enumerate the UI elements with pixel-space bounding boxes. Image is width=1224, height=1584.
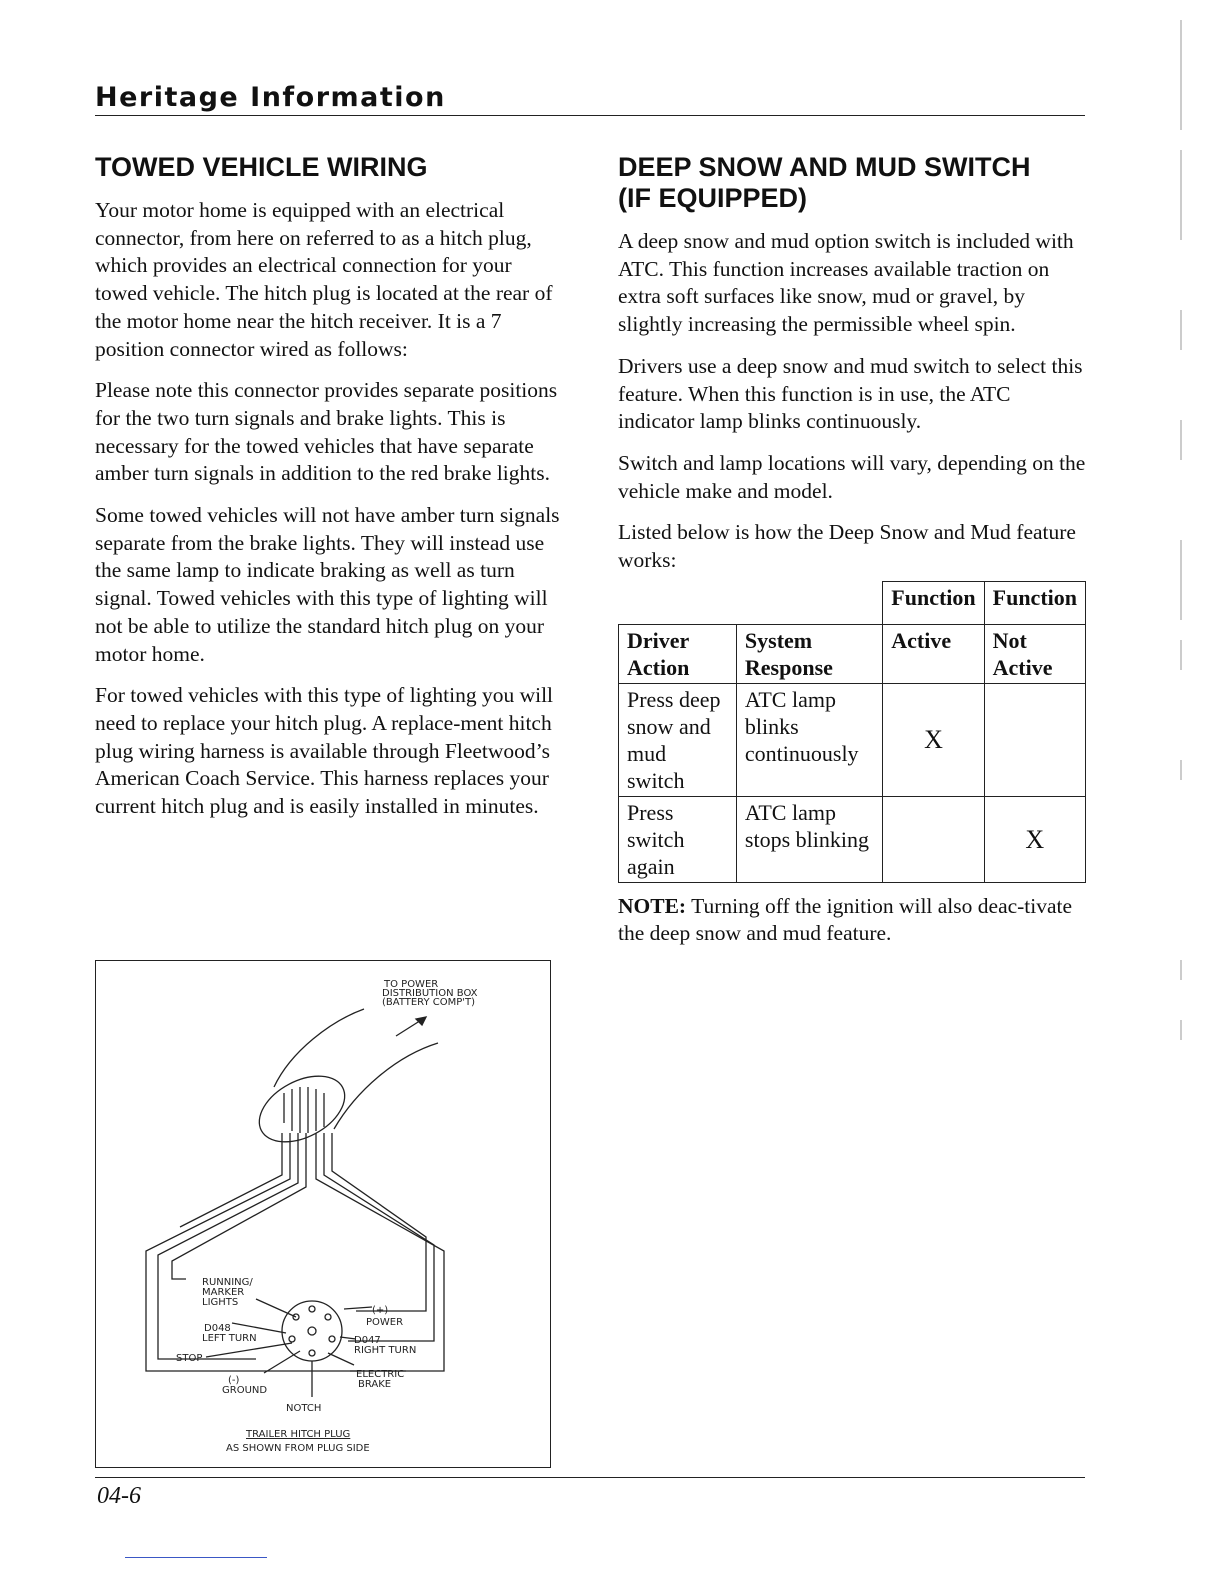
- table-cell: [883, 796, 984, 882]
- label-to-power: TO POWER: [384, 979, 439, 990]
- table-cell: X: [984, 796, 1085, 882]
- label-running: RUNNING/: [202, 1277, 253, 1288]
- loom-outline: [274, 1009, 364, 1087]
- label-notch: NOTCH: [286, 1403, 322, 1414]
- section-header: Heritage Information: [95, 82, 1085, 116]
- right-column: [618, 152, 1088, 962]
- function-header: Function: [984, 581, 1085, 624]
- scan-edge-marks: [1178, 20, 1184, 1560]
- left-column: [95, 152, 565, 835]
- paragraph: Your motor home is equipped with an electrical connector, from here on referred to as a hitch plug, which provides an electrical connection for your towed vehicle. The hitch plug is located at the rear of the motor home near the hitch receiver. It is a 7 position connector wired as follows:: [95, 198, 553, 361]
- bottom-link-rule: [125, 1557, 267, 1558]
- table-row: [619, 796, 1086, 882]
- page-number: 04-6: [97, 1483, 141, 1509]
- label-d048: D048: [204, 1323, 231, 1334]
- paragraph: Some towed vehicles will not have amber turn signals separate from the brake lights. They will instead use the same lamp to indicate braking as well as turn signal. Towed vehicles with this type of lighting will not be able to utilize the standard hitch plug on your motor home.: [95, 503, 560, 666]
- table-row: [619, 683, 1086, 796]
- label-ground-sign: (-): [228, 1375, 240, 1386]
- plug-face: [282, 1301, 342, 1361]
- table-cell: ATC lamp blinks continuously: [736, 683, 882, 796]
- note: [618, 893, 1088, 948]
- label-power: POWER: [366, 1317, 404, 1328]
- table-cell: X: [883, 683, 984, 796]
- label-battery-compartment: (BATTERY COMP'T): [382, 997, 476, 1008]
- label-brake: BRAKE: [358, 1379, 392, 1390]
- table-row: [619, 581, 1086, 624]
- heading-line-1: DEEP SNOW AND MUD SWITCH: [618, 152, 1031, 182]
- label-stop: STOP: [176, 1353, 203, 1364]
- paragraph: Drivers use a deep snow and mud switch to select this feature. When this function is in use, the ATC indicator lamp blinks continuously.: [618, 353, 1083, 434]
- label-ground: GROUND: [222, 1385, 268, 1396]
- function-header: Function: [883, 581, 984, 624]
- label-lights: LIGHTS: [202, 1297, 239, 1308]
- label-d047: D047: [354, 1335, 381, 1346]
- column-header: System Response: [736, 624, 882, 683]
- table-cell: Press switch again: [619, 796, 737, 882]
- label-marker: MARKER: [202, 1287, 245, 1298]
- towed-wiring-heading: TOWED VEHICLE WIRING: [95, 152, 428, 182]
- column-header: Active: [883, 624, 984, 683]
- label-distribution-box: DISTRIBUTION BOX: [382, 988, 478, 999]
- column-header: Driver Action: [619, 624, 737, 683]
- note-text: Turning off the ignition will also deac-tivate the deep snow and mud feature.: [618, 893, 1073, 946]
- note-label: NOTE:: [618, 893, 687, 918]
- snow-mud-table: [618, 581, 1086, 883]
- paragraph: A deep snow and mud option switch is included with ATC. This function increases available traction on extra soft surfaces like snow, mud or gravel, by slightly increasing the permissible wheel spin.: [618, 229, 1074, 337]
- label-power-sign: (+): [372, 1305, 389, 1316]
- label-right-turn: RIGHT TURN: [354, 1345, 417, 1356]
- table-cell: Press deep snow and mud switch: [619, 683, 737, 796]
- heading-line-2: (IF EQUIPPED): [618, 183, 808, 213]
- table-row: [619, 624, 1086, 683]
- caption-subtitle: AS SHOWN FROM PLUG SIDE: [226, 1443, 370, 1454]
- paragraph: For towed vehicles with this type of lighting you will need to replace your hitch plug. A replace-ment hitch plug wiring harness is available through Fleetwood’s American Coach Service. This harness replaces your current hitch plug and is easily installed in minutes.: [95, 683, 554, 819]
- label-electric: ELECTRIC: [356, 1369, 405, 1380]
- label-left-turn: LEFT TURN: [202, 1333, 257, 1344]
- footer-rule: [95, 1477, 1085, 1478]
- deep-snow-heading: [618, 152, 1088, 214]
- caption-title: TRAILER HITCH PLUG: [246, 1429, 351, 1440]
- loom-outline: [334, 1043, 438, 1129]
- wiring-schematic: [96, 961, 550, 1467]
- paragraph: Switch and lamp locations will vary, depending on the vehicle make and model.: [618, 450, 1086, 503]
- loom-clamp: [248, 1063, 356, 1156]
- hitch-plug-diagram: [95, 960, 551, 1468]
- table-cell: [984, 683, 1085, 796]
- paragraph: Please note this connector provides separate positions for the two turn signals and brake lights. This is necessary for the towed vehicles that have separate amber turn signals in addition to the red brake lights.: [95, 378, 558, 486]
- table-cell: ATC lamp stops blinking: [736, 796, 882, 882]
- paragraph: Listed below is how the Deep Snow and Mud feature works:: [618, 520, 1076, 573]
- column-header: Not Active: [984, 624, 1085, 683]
